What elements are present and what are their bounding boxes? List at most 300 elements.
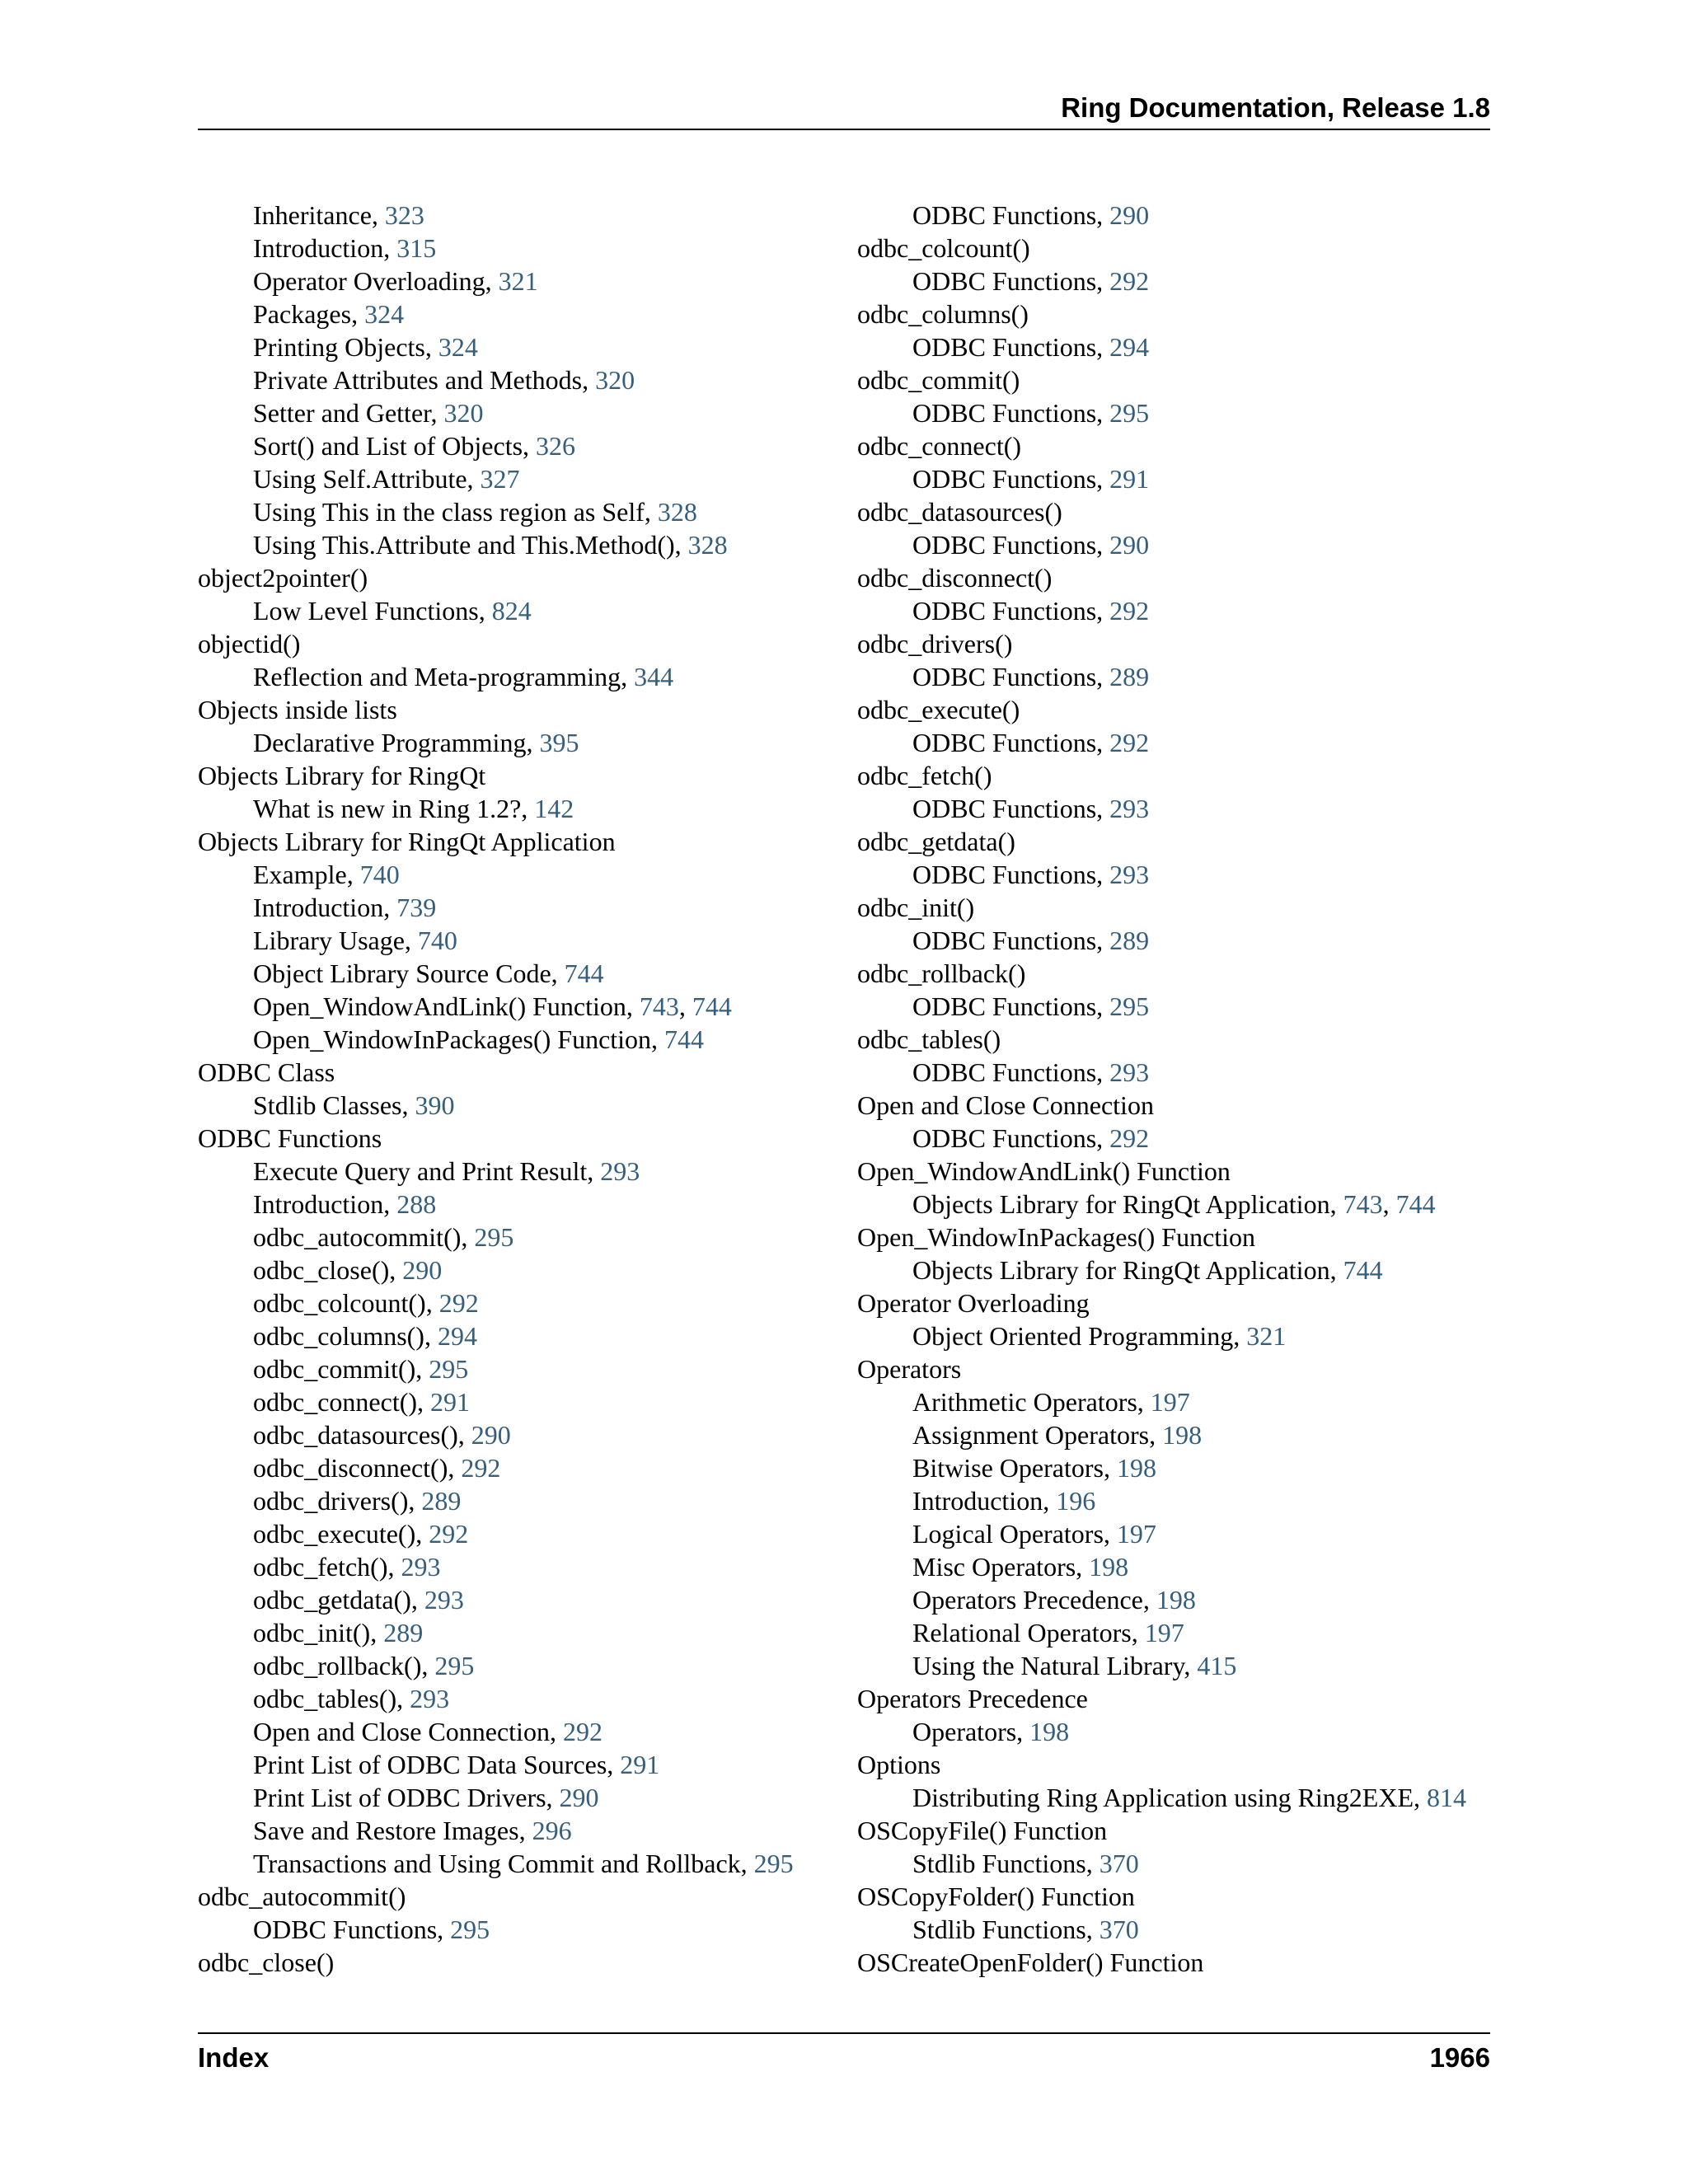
page-reference-link[interactable]: 292 [461, 1453, 501, 1483]
entry-label: Introduction, [253, 233, 397, 263]
index-subentry [198, 265, 841, 298]
entry-label: ODBC Functions, [912, 530, 1110, 560]
entry-label: Open_WindowInPackages() Function, [253, 1024, 665, 1054]
entry-label: Misc Operators, [912, 1552, 1090, 1582]
page-reference-link[interactable]: 326 [536, 431, 576, 461]
index-subentry [198, 1385, 841, 1418]
index-subentry [857, 726, 1500, 759]
entry-label: Print List of ODBC Drivers, [253, 1783, 560, 1812]
entry-label: Assignment Operators, [912, 1420, 1163, 1450]
entry-label: odbc_getdata(), [253, 1585, 424, 1615]
entry-label: objectid() [198, 629, 301, 658]
entry-label: Operators Precedence, [912, 1585, 1156, 1615]
entry-label: ODBC Functions, [912, 926, 1110, 955]
page-reference-link[interactable]: 197 [1144, 1618, 1184, 1647]
page-reference-link[interactable]: 824 [491, 596, 532, 626]
page-reference-link[interactable]: 291 [1109, 464, 1150, 494]
entry-label: odbc_tables(), [253, 1684, 410, 1713]
index-subentry [857, 1649, 1500, 1682]
entry-label: Introduction, [912, 1486, 1057, 1516]
entry-label: Transactions and Using Commit and Rollback, [253, 1849, 754, 1878]
page-reference-link[interactable]: 743 [1343, 1189, 1383, 1219]
index-subentry [857, 1254, 1500, 1286]
index-entry [857, 1682, 1500, 1715]
entry-label: Private Attributes and Methods, [253, 365, 596, 395]
entry-label: Object Oriented Programming, [912, 1321, 1247, 1351]
page-reference-link[interactable]: 290 [559, 1783, 599, 1812]
page-reference-link[interactable]: 290 [1109, 200, 1150, 230]
entry-label: odbc_columns() [857, 299, 1029, 329]
entry-label: odbc_connect(), [253, 1387, 431, 1417]
page-reference-link[interactable]: 328 [657, 497, 697, 527]
page-reference-link[interactable]: 295 [1109, 398, 1150, 428]
entry-label: odbc_fetch() [857, 761, 992, 790]
index-subentry [198, 1451, 841, 1484]
entry-label: Print List of ODBC Data Sources, [253, 1750, 621, 1779]
index-entry [857, 891, 1500, 924]
entry-label: odbc_disconnect(), [253, 1453, 462, 1483]
index-subentry [198, 1089, 841, 1122]
index-subentry [857, 924, 1500, 957]
entry-label: ODBC Functions, [912, 1123, 1110, 1153]
page-reference-link[interactable]: 292 [438, 1288, 479, 1318]
index-entry [198, 561, 841, 594]
index-subentry [198, 232, 841, 265]
page-reference-link[interactable]: 293 [1109, 794, 1150, 823]
page-reference-link[interactable]: 292 [1109, 728, 1150, 757]
entry-label: Example, [253, 860, 360, 889]
page-reference-link[interactable]: 292 [429, 1519, 469, 1549]
page-reference-link[interactable]: 295 [753, 1849, 794, 1878]
entry-label: Open and Close Connection, [253, 1717, 563, 1746]
index-subentry [857, 1913, 1500, 1946]
entry-label: odbc_commit() [857, 365, 1020, 395]
page-reference-link[interactable]: 198 [1162, 1420, 1203, 1450]
page-reference-link[interactable]: 321 [498, 266, 538, 296]
index-subentry [198, 1418, 841, 1451]
page-reference-link[interactable]: 293 [401, 1552, 441, 1582]
page-reference-link[interactable]: 292 [1109, 266, 1150, 296]
index-subentry [198, 1188, 841, 1221]
index-subentry [198, 924, 841, 957]
index-entry [857, 561, 1500, 594]
index-column-left [198, 199, 841, 1979]
index-subentry [198, 858, 841, 891]
page-reference-link[interactable]: 293 [410, 1684, 450, 1713]
index-entry [857, 1089, 1500, 1122]
index-subentry [198, 1221, 841, 1254]
entry-label: Using the Natural Library, [912, 1651, 1198, 1680]
index-subentry [857, 199, 1500, 232]
index-entry [857, 627, 1500, 660]
page-reference-link[interactable]: 743 [639, 991, 679, 1021]
entry-label: odbc_drivers(), [253, 1486, 422, 1516]
page-reference-link[interactable]: 744 [564, 958, 604, 988]
entry-label: Declarative Programming, [253, 728, 540, 757]
entry-label: Logical Operators, [912, 1519, 1117, 1549]
page-reference-link[interactable]: 289 [421, 1486, 462, 1516]
entry-label: ODBC Functions, [912, 200, 1110, 230]
index-subentry [857, 1385, 1500, 1418]
index-subentry [198, 1352, 841, 1385]
index-subentry [198, 1913, 841, 1946]
entry-label: odbc_commit(), [253, 1354, 429, 1384]
entry-label: OSCopyFolder() Function [857, 1882, 1135, 1911]
entry-label: odbc_autocommit(), [253, 1222, 475, 1252]
index-entry [857, 1023, 1500, 1056]
entry-label: ODBC Functions, [912, 991, 1110, 1021]
page-reference-link[interactable]: 295 [429, 1354, 469, 1384]
entry-label: Open_WindowAndLink() Function, [253, 991, 640, 1021]
entry-label: Stdlib Classes, [253, 1090, 415, 1120]
index-entry [857, 1155, 1500, 1188]
index-subentry [857, 1715, 1500, 1748]
page-reference-link[interactable]: 198 [1029, 1717, 1070, 1746]
page-reference-link[interactable]: 370 [1099, 1849, 1139, 1878]
index-subentry [198, 462, 841, 495]
index-subentry [198, 1550, 841, 1583]
page-reference-link[interactable]: 344 [634, 662, 674, 691]
entry-label: ODBC Functions, [912, 1057, 1110, 1087]
index-subentry [857, 990, 1500, 1023]
page-header [198, 91, 1490, 130]
index-column-right [857, 199, 1500, 1979]
page-reference-link[interactable]: 197 [1116, 1519, 1156, 1549]
entry-label: Using This.Attribute and This.Method(), [253, 530, 688, 560]
index-entry [198, 1056, 841, 1089]
index-entry [198, 1880, 841, 1913]
entry-label: Packages, [253, 299, 365, 329]
index-subentry [198, 1748, 841, 1781]
entry-label: Using Self.Attribute, [253, 464, 481, 494]
page-reference-link[interactable]: 293 [1109, 860, 1150, 889]
entry-label: Stdlib Functions, [912, 1849, 1100, 1878]
page-reference-link[interactable]: 320 [595, 365, 635, 395]
index-subentry [857, 1517, 1500, 1550]
page-reference-link[interactable]: 744 [1395, 1189, 1436, 1219]
index-entry [857, 1880, 1500, 1913]
index-subentry: Objects Library for RingQt Application, 743, 744 [912, 1189, 1436, 1219]
page-reference-link[interactable]: 295 [474, 1222, 514, 1252]
page-reference-link[interactable]: 294 [437, 1321, 477, 1351]
entry-label: odbc_columns(), [253, 1321, 438, 1351]
entry-label: ODBC Functions [198, 1123, 382, 1153]
index-subentry [198, 957, 841, 990]
index-subentry [857, 792, 1500, 825]
page-reference-link[interactable]: 320 [443, 398, 484, 428]
entry-label: Options [857, 1750, 941, 1779]
index-subentry [857, 265, 1500, 298]
page-reference-link[interactable]: 744 [664, 1024, 705, 1054]
index-entry [198, 1122, 841, 1155]
page-reference-link[interactable]: 328 [687, 530, 728, 560]
page-reference-link[interactable]: 292 [1109, 1123, 1150, 1153]
index-entry [857, 1221, 1500, 1254]
page-reference-link[interactable]: 295 [450, 1915, 490, 1944]
entry-label: Introduction, [253, 1189, 397, 1219]
page-reference-link[interactable]: 321 [1246, 1321, 1287, 1351]
page-reference-link[interactable]: 291 [430, 1387, 471, 1417]
page-reference-link[interactable]: 196 [1056, 1486, 1096, 1516]
index-subentry [857, 1550, 1500, 1583]
index-subentry [857, 660, 1500, 693]
entry-label: Bitwise Operators, [912, 1453, 1117, 1483]
page-reference-link[interactable]: 744 [1343, 1255, 1383, 1285]
entry-label: odbc_connect() [857, 431, 1022, 461]
page-reference-link[interactable]: 744 [692, 991, 732, 1021]
index-subentry [198, 660, 841, 693]
index-subentry [198, 330, 841, 363]
page-reference-link[interactable]: 293 [1109, 1057, 1150, 1087]
page-reference-link[interactable]: 395 [539, 728, 579, 757]
index-entry [857, 1946, 1500, 1979]
entry-label: ODBC Functions, [912, 662, 1110, 691]
page-number: 1966 [1429, 2042, 1490, 2073]
index-subentry [198, 891, 841, 924]
index-subentry [857, 1319, 1500, 1352]
entry-label: Arithmetic Operators, [912, 1387, 1151, 1417]
page-reference-link[interactable]: 197 [1150, 1387, 1190, 1417]
index-subentry [857, 1616, 1500, 1649]
entry-label: odbc_init(), [253, 1618, 384, 1647]
index-entry [857, 1352, 1500, 1385]
entry-label: Objects Library for RingQt [198, 761, 486, 790]
page-reference-link[interactable]: 740 [417, 926, 457, 955]
index-subentry [857, 1056, 1500, 1089]
entry-label: odbc_execute() [857, 695, 1020, 724]
page-reference-link[interactable]: 294 [1109, 332, 1150, 362]
index-entry [198, 693, 841, 726]
page-reference-link[interactable]: 198 [1116, 1453, 1156, 1483]
entry-label: What is new in Ring 1.2?, [253, 794, 535, 823]
entry-label: odbc_drivers() [857, 629, 1013, 658]
index-subentry [198, 1286, 841, 1319]
entry-label: ODBC Functions, [912, 596, 1110, 626]
index-subentry [198, 1023, 841, 1056]
entry-label: odbc_rollback(), [253, 1651, 435, 1680]
page-reference-link[interactable]: 295 [1109, 991, 1150, 1021]
index-entry [198, 1946, 841, 1979]
page-reference-link[interactable]: 293 [424, 1585, 464, 1615]
page-reference-link[interactable]: 289 [1109, 662, 1150, 691]
entry-label: odbc_disconnect() [857, 563, 1053, 593]
index-subentry [857, 1781, 1500, 1814]
entry-label: ODBC Functions, [912, 464, 1110, 494]
entry-label: Object Library Source Code, [253, 958, 565, 988]
entry-label: Execute Query and Print Result, [253, 1156, 601, 1186]
entry-label: OSCopyFile() Function [857, 1816, 1108, 1845]
index-subentry [857, 1484, 1500, 1517]
entry-label: ODBC Functions, [253, 1915, 451, 1944]
index-subentry [857, 396, 1500, 429]
index-subentry [198, 1847, 841, 1880]
entry-label: odbc_colcount() [857, 233, 1030, 263]
entry-label: Operator Overloading, [253, 266, 499, 296]
page-reference-link[interactable]: 315 [396, 233, 437, 263]
index-subentry [857, 594, 1500, 627]
entry-label: odbc_close(), [253, 1255, 403, 1285]
index-entry [857, 1748, 1500, 1781]
page-reference-link[interactable]: 739 [396, 893, 437, 922]
entry-label: Introduction, [253, 893, 397, 922]
entry-label: Operators, [912, 1717, 1030, 1746]
index-subentry [857, 1122, 1500, 1155]
entry-label: Reflection and Meta-programming, [253, 662, 635, 691]
index-entry [857, 825, 1500, 858]
entry-label: odbc_execute(), [253, 1519, 429, 1549]
index-subentry [198, 199, 841, 232]
entry-label: Open and Close Connection [857, 1090, 1154, 1120]
page-reference-link[interactable]: 415 [1197, 1651, 1237, 1680]
page-reference-link[interactable]: 390 [415, 1090, 455, 1120]
index-entry [857, 298, 1500, 330]
index-subentry [198, 528, 841, 561]
index-entry [198, 627, 841, 660]
index-entry [857, 232, 1500, 265]
entry-label: Sort() and List of Objects, [253, 431, 537, 461]
index-subentry [198, 396, 841, 429]
index-subentry [857, 1451, 1500, 1484]
index-entry [857, 363, 1500, 396]
entry-label: Setter and Getter, [253, 398, 444, 428]
page-footer [198, 2032, 1490, 2073]
index-entry [198, 825, 841, 858]
entry-label: odbc_rollback() [857, 958, 1026, 988]
index-subentry [198, 1484, 841, 1517]
index-entry [857, 957, 1500, 990]
index-subentry [857, 858, 1500, 891]
page-reference-link[interactable]: 323 [384, 200, 424, 230]
index-subentry [198, 429, 841, 462]
entry-label: Save and Restore Images, [253, 1816, 532, 1845]
index-entry [857, 495, 1500, 528]
entry-label: Operators Precedence [857, 1684, 1088, 1713]
index-entry [857, 429, 1500, 462]
page-reference-link[interactable]: 296 [532, 1816, 572, 1845]
index-subentry [198, 1814, 841, 1847]
page-reference-link[interactable]: 295 [434, 1651, 475, 1680]
page-reference-link[interactable]: 290 [402, 1255, 443, 1285]
page-reference-link[interactable]: 289 [383, 1618, 424, 1647]
index-entry [857, 759, 1500, 792]
page-reference-link[interactable]: 292 [1109, 596, 1150, 626]
index-subentry [857, 528, 1500, 561]
entry-label: odbc_datasources(), [253, 1420, 471, 1450]
page-reference-link[interactable]: 814 [1427, 1783, 1466, 1812]
entry-label: Library Usage, [253, 926, 418, 955]
entry-label: odbc_datasources() [857, 497, 1062, 527]
entry-label: Low Level Functions, [253, 596, 492, 626]
entry-label: odbc_init() [857, 893, 975, 922]
entry-label: Operators [857, 1354, 962, 1384]
page-reference-link[interactable]: 291 [620, 1750, 660, 1779]
index-subentry: Open_WindowAndLink() Function, 743, 744 [253, 991, 732, 1021]
entry-label: ODBC Functions, [912, 332, 1110, 362]
index-subentry [198, 1155, 841, 1188]
entry-label: Stdlib Functions, [912, 1915, 1100, 1944]
entry-label: ODBC Functions, [912, 860, 1110, 889]
entry-label: Printing Objects, [253, 332, 438, 362]
entry-label: odbc_fetch(), [253, 1552, 401, 1582]
page-reference-link[interactable]: 288 [396, 1189, 437, 1219]
index-subentry [198, 1319, 841, 1352]
entry-label: odbc_close() [198, 1947, 335, 1977]
index-subentry [857, 330, 1500, 363]
index-subentry [857, 1418, 1500, 1451]
page-reference-link[interactable]: 740 [359, 860, 400, 889]
entry-label: ODBC Functions, [912, 266, 1110, 296]
entry-label: Objects Library for RingQt Application, [912, 1189, 1343, 1219]
index-entry [857, 1814, 1500, 1847]
index-subentry [198, 1682, 841, 1715]
index-subentry [198, 1254, 841, 1286]
index-subentry [198, 1616, 841, 1649]
index-subentry [198, 1517, 841, 1550]
page-reference-link[interactable]: 324 [438, 332, 478, 362]
entry-label: Open_WindowInPackages() Function [857, 1222, 1256, 1252]
page-reference-link[interactable]: 327 [480, 464, 520, 494]
index-subentry [198, 792, 841, 825]
index-entry [198, 759, 841, 792]
page-reference-link[interactable]: 142 [534, 794, 574, 823]
footer-section-label: Index [198, 2042, 270, 2073]
entry-label: Open_WindowAndLink() Function [857, 1156, 1231, 1186]
index-subentry [198, 363, 841, 396]
index-entry [857, 693, 1500, 726]
page-reference-link[interactable]: 293 [600, 1156, 640, 1186]
page-reference-link[interactable]: 370 [1099, 1915, 1139, 1944]
entry-label: ODBC Functions, [912, 398, 1110, 428]
entry-label: ODBC Class [198, 1057, 335, 1087]
entry-label: ODBC Functions, [912, 794, 1110, 823]
index-subentry [857, 1583, 1500, 1616]
index-subentry [198, 1583, 841, 1616]
page-reference-link[interactable]: 198 [1089, 1552, 1129, 1582]
entry-label: odbc_tables() [857, 1024, 1001, 1054]
index-subentry [857, 1847, 1500, 1880]
index-subentry [198, 1715, 841, 1748]
entry-label: Relational Operators, [912, 1618, 1145, 1647]
entry-label: Distributing Ring Application using Ring2EXE, [912, 1783, 1427, 1812]
entry-label: Objects Library for RingQt Application, [912, 1255, 1343, 1285]
index-subentry [857, 462, 1500, 495]
entry-label: Inheritance, [253, 200, 385, 230]
entry-label: Objects inside lists [198, 695, 397, 724]
entry-label: ODBC Functions, [912, 728, 1110, 757]
page-reference-link[interactable]: 292 [562, 1717, 603, 1746]
entry-label: odbc_colcount(), [253, 1288, 439, 1318]
index-subentry [198, 726, 841, 759]
page-reference-link[interactable]: 324 [364, 299, 405, 329]
entry-label: odbc_autocommit() [198, 1882, 406, 1911]
page-reference-link[interactable]: 290 [471, 1420, 511, 1450]
document-title: Ring Documentation, Release 1.8 [1061, 92, 1490, 123]
entry-label: OSCreateOpenFolder() Function [857, 1947, 1204, 1977]
entry-label: Using This in the class region as Self, [253, 497, 658, 527]
index-entry [857, 1286, 1500, 1319]
page-reference-link[interactable]: 198 [1156, 1585, 1196, 1615]
index-subentry [198, 298, 841, 330]
entry-label: Objects Library for RingQt Application [198, 827, 616, 856]
page-reference-link[interactable]: 290 [1109, 530, 1150, 560]
entry-label: Operator Overloading [857, 1288, 1090, 1318]
entry-label: odbc_getdata() [857, 827, 1015, 856]
entry-label: object2pointer() [198, 563, 368, 593]
index-subentry [198, 1781, 841, 1814]
index-subentry [198, 594, 841, 627]
index-subentry [198, 1649, 841, 1682]
page-reference-link[interactable]: 289 [1109, 926, 1150, 955]
